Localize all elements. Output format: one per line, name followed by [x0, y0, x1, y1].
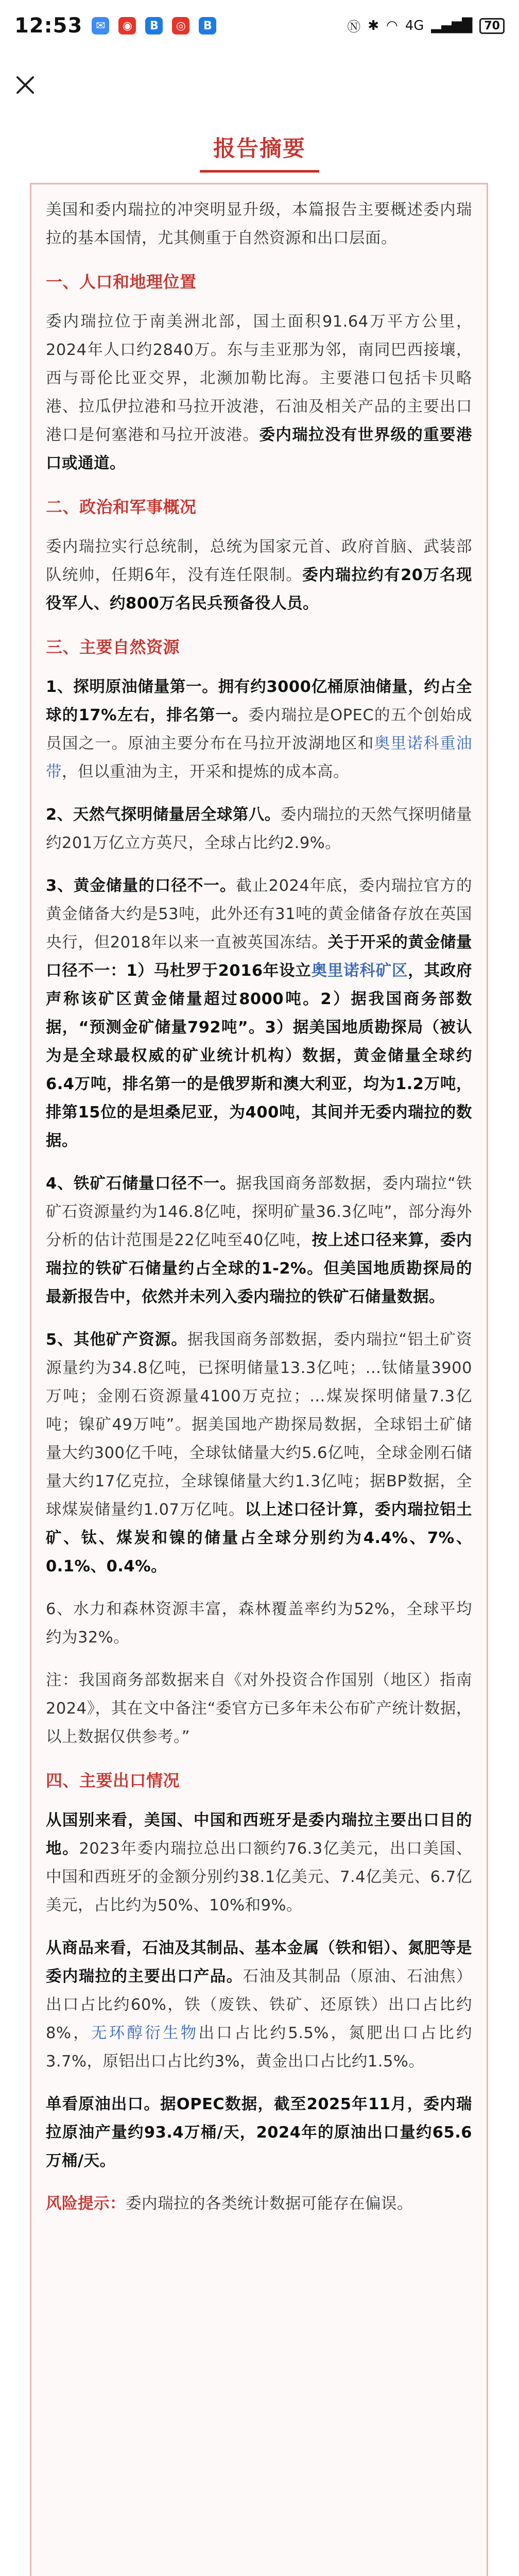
export-country-bold: 从国别来看，美国、中国和西班牙是委内瑞拉主要出口目的地。 — [46, 1811, 472, 1858]
other-bold-2: 以上述口径计算，委内瑞拉铝土矿、钛、煤炭和镍的储量占全球分别约为4.4%、7%、0.1%、0.4%。 — [46, 1501, 472, 1575]
water-forest-paragraph: 6、水力和森林资源丰富，森林覆盖率约为52%，全球平均约为32%。 — [46, 1600, 472, 1647]
risk-text: 委内瑞拉的各类统计数据可能存在偏误。 — [126, 2195, 413, 2213]
gold-bold-2b: ，其政府声称该矿区黄金储量超过8000吨。2）据我国商务部数据，“预测金矿储量792吨”。3）据美国地质勘探局（被认为是全球最权威的矿业统计机构）数据，黄金储量全球约6.4万吨，排名第一的是俄罗斯和澳大利亚，均为1.2万吨，排第15位的是坦桑尼亚，为400吨，其间并无委内瑞拉的数据。 — [46, 962, 473, 1150]
report-content — [46, 196, 472, 2218]
export-goods-text-2: 出口占比约5.5%，氮肥出口占比约3.7%，原铝出口占比约3%，黄金出口占比约1.5%。 — [46, 2024, 472, 2071]
bluetooth-icon: ✱ — [368, 18, 379, 33]
s1-bold: 委内瑞拉没有世界级的重要港口或通道。 — [46, 426, 473, 472]
signal-icon: ▂▄▆█ — [431, 18, 473, 33]
acyclic-alcohol-derivatives-link[interactable]: 无环醇衍生物 — [91, 2024, 199, 2042]
gold-text-1: 截止2024年底，委内瑞拉官方的黄金储备大约是53吨，此外还有31吨的黄金储备存放在英国央行，但2018年以来一直被英国冻结。 — [46, 877, 472, 952]
oil-text-2: ，但以重油为主，开采和提炼的成本高。 — [62, 763, 349, 781]
export-country-text: 2023年委内瑞拉总出口额约76.3亿美元，出口美国、中国和西班牙的金额分别约38.1亿美元、7.4亿美元、6.7亿美元，占比约为50%、10%和9%。 — [46, 1840, 473, 1914]
close-button[interactable] — [11, 71, 39, 99]
intro-paragraph: 美国和委内瑞拉的冲突明显升级，本篇报告主要概述委内瑞拉的基本国情，尤其侧重于自然资源和出口层面。 — [46, 201, 472, 247]
iron-bold-2: 按上述口径来算，委内瑞拉的铁矿石储量约占全球的1-2%。但美国地质勘探局的最新报告中，依然并未列入委内瑞拉的铁矿石储量数据。 — [46, 1231, 472, 1306]
network-label: 4G — [405, 18, 424, 33]
risk-label: 风险提示： — [46, 2195, 126, 2213]
section-2-paragraph — [46, 533, 472, 618]
risk-paragraph — [46, 2190, 472, 2218]
close-icon — [11, 71, 39, 99]
gold-bold-1: 3、黄金储量的口径不一。 — [46, 877, 236, 895]
crude-export-paragraph — [46, 2090, 472, 2175]
battery-icon — [479, 18, 505, 34]
report-title-wrap — [0, 131, 519, 173]
wifi-icon: ◠ — [386, 18, 398, 33]
report-card — [30, 183, 488, 2576]
mail-icon: ✉ — [92, 17, 109, 35]
iron-text-1: 据我国商务部数据，委内瑞拉“铁矿石资源量约为146.8亿吨，探明矿量36.3亿吨”，部分海外分析的估计范围是22亿吨至40亿吨， — [46, 1175, 472, 1249]
section-heading-4: 四、主要出口情况 — [46, 1771, 180, 1790]
other-minerals-paragraph — [46, 1326, 472, 1581]
gold-bold-2a: 关于开采的黄金储量口径不一：1）马杜罗于2016年设立 — [46, 934, 473, 980]
data-source-note: 注：我国商务部数据来自《对外投资合作国别（地区）指南2024》，其在文中备注“委官方已多年未公布矿产统计数据，以上数据仅供参考。” — [46, 1671, 472, 1746]
section-heading-1: 一、人口和地理位置 — [46, 272, 197, 292]
status-time: 12:53 — [14, 14, 83, 38]
iron-bold-1: 4、铁矿石储量口径不一。 — [46, 1175, 236, 1193]
page-title: 报告摘要 — [200, 131, 319, 173]
orinoco-mining-arc-link[interactable]: 奥里诺科矿区 — [311, 962, 408, 980]
s2-text: 委内瑞拉实行总统制，总统为国家元首、政府首脑、武装部队统帅，任期6年，没有连任限制。 — [46, 538, 472, 584]
export-goods-bold: 从商品来看，石油及其制品、基本金属（铁和铝）、氮肥等是委内瑞拉的主要出口产品。 — [46, 1939, 472, 1986]
battery-level: 70 — [484, 19, 500, 32]
section-heading-2: 二、政治和军事概况 — [46, 497, 197, 517]
section-heading-3: 三、主要自然资源 — [46, 637, 180, 657]
iron-paragraph — [46, 1170, 472, 1311]
export-goods-text-1: 石油及其制品（原油、石油焦）出口占比约60%，铁（废铁、铁矿、还原铁）出口占比约8%， — [46, 1968, 473, 2042]
s1-text: 委内瑞拉位于南美洲北部，国土面积91.64万平方公里，2024年人口约2840万。东与圭亚那为邻，南同巴西接壤，西与哥伦比亚交界，北濒加勒比海。主要港口包括卡贝略港、拉瓜伊拉港和马拉开波港，石油及相关产品的主要出口港口是何塞港和马拉开波港。 — [46, 313, 472, 444]
title-bar — [0, 52, 519, 118]
oil-paragraph — [46, 673, 472, 786]
gold-paragraph — [46, 872, 472, 1155]
crude-export-bold: 单看原油出口。 — [46, 2095, 161, 2113]
b-icon: B — [145, 17, 163, 35]
gas-text: 委内瑞拉的天然气探明储量约201万亿立方英尺，全球占比约2.9%。 — [46, 806, 472, 852]
nfc-icon: Ⓝ — [347, 19, 361, 35]
export-goods-paragraph — [46, 1934, 472, 2076]
gas-paragraph — [46, 801, 472, 857]
other-text-1: 据我国商务部数据，委内瑞拉“铝土矿资源量约为34.8亿吨，已探明储量13.3亿吨；...钛储量3900万吨；金刚石资源量4100万克拉；...煤炭探明储量7.3亿吨；镍矿49万吨”。据美国地产勘探局数据，全球铝土矿储量大约300亿千吨，全球钛储量大约5.6亿吨，全球金刚石储量大约17亿克拉，全球镍储量大约1.3亿吨；据BP数据，全球煤炭储量约1.07万亿吨。 — [46, 1331, 472, 1519]
oil-bold: 1、探明原油储量第一。拥有约3000亿桶原油储量，约占全球的17%左右，排名第一。 — [46, 678, 472, 724]
export-country-paragraph — [46, 1806, 472, 1920]
chat-icon: ◎ — [172, 17, 189, 35]
orinoco-oil-belt-link[interactable]: 奥里诺科重油带 — [46, 735, 473, 781]
other-bold-1: 5、其他矿产资源。 — [46, 1331, 187, 1349]
gas-bold: 2、天然气探明储量居全球第八。 — [46, 806, 281, 824]
status-bar — [0, 0, 519, 52]
section-1-paragraph — [46, 308, 472, 478]
oil-text-1: 委内瑞拉是OPEC的五个创始成员国之一。原油主要分布在马拉开波湖地区和 — [46, 706, 472, 753]
weibo-icon: ◉ — [118, 17, 136, 35]
crude-export-text: 据OPEC数据，截至2025年11月，委内瑞拉原油产量约93.4万桶/天，2024年的原油出口量约65.6万桶/天。 — [46, 2095, 472, 2170]
b-icon-2: B — [199, 17, 216, 35]
s2-bold: 委内瑞拉约有20万名现役军人、约800万名民兵预备役人员。 — [46, 566, 472, 613]
